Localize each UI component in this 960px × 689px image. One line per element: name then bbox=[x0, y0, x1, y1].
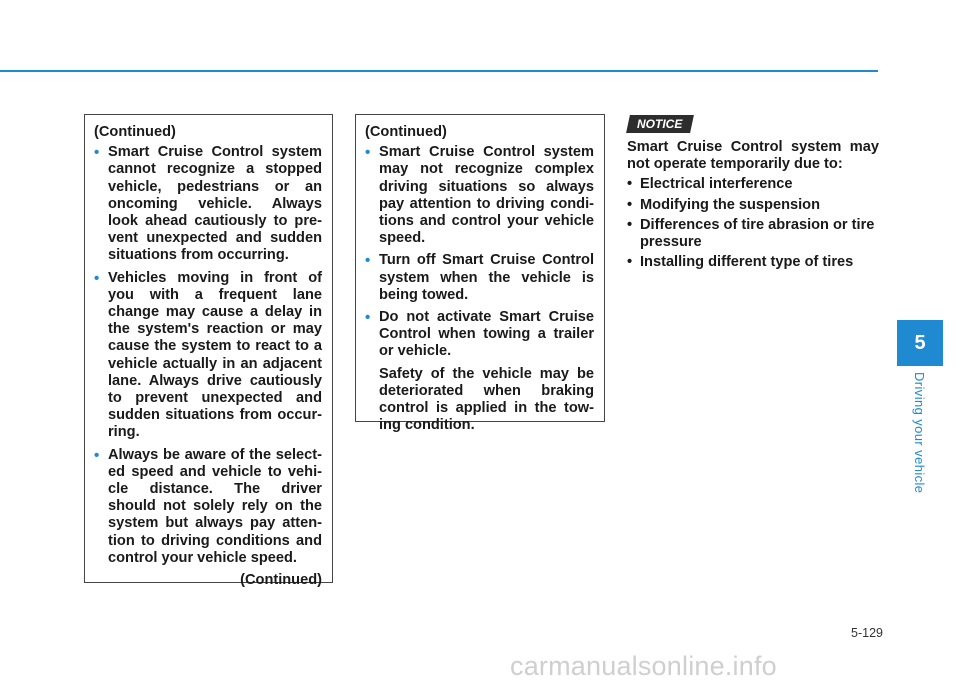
bullet-dot-icon: • bbox=[627, 176, 633, 193]
bullet-item bbox=[365, 309, 594, 361]
bullet-text: Turn off Smart Cruise Control system when the vehicle is being towed. bbox=[379, 252, 594, 303]
continued-heading: (Continued) bbox=[94, 124, 176, 140]
notice-item-text: Electrical interference bbox=[640, 176, 793, 193]
bullet-dot-icon: • bbox=[627, 216, 633, 233]
watermark: carmanualsonline.info bbox=[510, 651, 777, 681]
bullet-dot-icon: • bbox=[94, 144, 100, 162]
bullet-dot-icon: • bbox=[627, 254, 633, 271]
bullet-text: Smart Cruise Control system cannot recognize a stopped vehicle, pedestrians or an oncoming vehicle. Always look ahead cautiously to pre- vent unexpected and sudden situations from occurring. bbox=[108, 144, 322, 264]
notice-list-item bbox=[627, 217, 879, 251]
continued-footer: (Continued) bbox=[240, 572, 322, 589]
notice-item-text: Differences of tire abrasion or tire pressure bbox=[640, 216, 875, 251]
bullet-dot-icon: • bbox=[365, 309, 371, 327]
bullet-text: Do not activate Smart Cruise Control when towing a trailer or vehicle. bbox=[379, 309, 594, 360]
caution-box-continued-left bbox=[84, 114, 333, 589]
chapter-number-tab bbox=[897, 320, 943, 366]
bullet-text: Vehicles moving in front of you with a frequent lane change may cause a delay in the system's reaction or may cause the system to react to a vehicle actually in an adjacent lane. Always drive cautiously to prevent unexpected and sudden situations from occur- ring. bbox=[108, 269, 322, 441]
caution-box-continued-middle bbox=[355, 114, 605, 434]
bullet-dot-icon: • bbox=[365, 144, 371, 162]
notice-badge-label: NOTICE bbox=[637, 117, 683, 131]
continued-heading: (Continued) bbox=[365, 124, 447, 140]
bullet-dot-icon: • bbox=[94, 269, 100, 287]
header-rule bbox=[0, 70, 878, 72]
bullet-item bbox=[365, 144, 594, 247]
bullet-text: Always be aware of the select- ed speed and vehicle to vehi- cle distance. The driver should not solely rely on the system but always pay atten- tion to driving conditions and control your vehicle speed. bbox=[108, 446, 322, 566]
bullet-item bbox=[365, 252, 594, 304]
chapter-title-text: Driving your vehicle bbox=[912, 372, 927, 494]
notice-badge bbox=[626, 115, 694, 133]
notice-list-item bbox=[627, 176, 879, 193]
notice-list-item bbox=[627, 254, 879, 271]
bullet-continuation-text: Safety of the vehicle may be deteriorated when braking control is applied in the tow- ing condition. bbox=[379, 365, 594, 434]
page-number: 5-129 bbox=[851, 626, 883, 640]
chapter-number: 5 bbox=[914, 331, 926, 354]
bullet-dot-icon: • bbox=[365, 252, 371, 270]
bullet-dot-icon: • bbox=[94, 446, 100, 464]
bullet-text: Smart Cruise Control system may not recognize complex driving situations so always pay attention to driving condi- tions and control your vehicle speed. bbox=[379, 144, 594, 247]
bullet-item bbox=[94, 270, 322, 442]
bullet-item bbox=[94, 447, 322, 567]
bullet-dot-icon: • bbox=[627, 196, 633, 213]
notice-section bbox=[627, 139, 879, 274]
bullet-item bbox=[94, 144, 322, 264]
notice-item-text: Modifying the suspension bbox=[640, 196, 820, 213]
notice-list-item bbox=[627, 197, 879, 214]
notice-intro: Smart Cruise Control system may not operate temporarily due to: bbox=[627, 139, 879, 173]
notice-item-text: Installing different type of tires bbox=[640, 254, 854, 271]
